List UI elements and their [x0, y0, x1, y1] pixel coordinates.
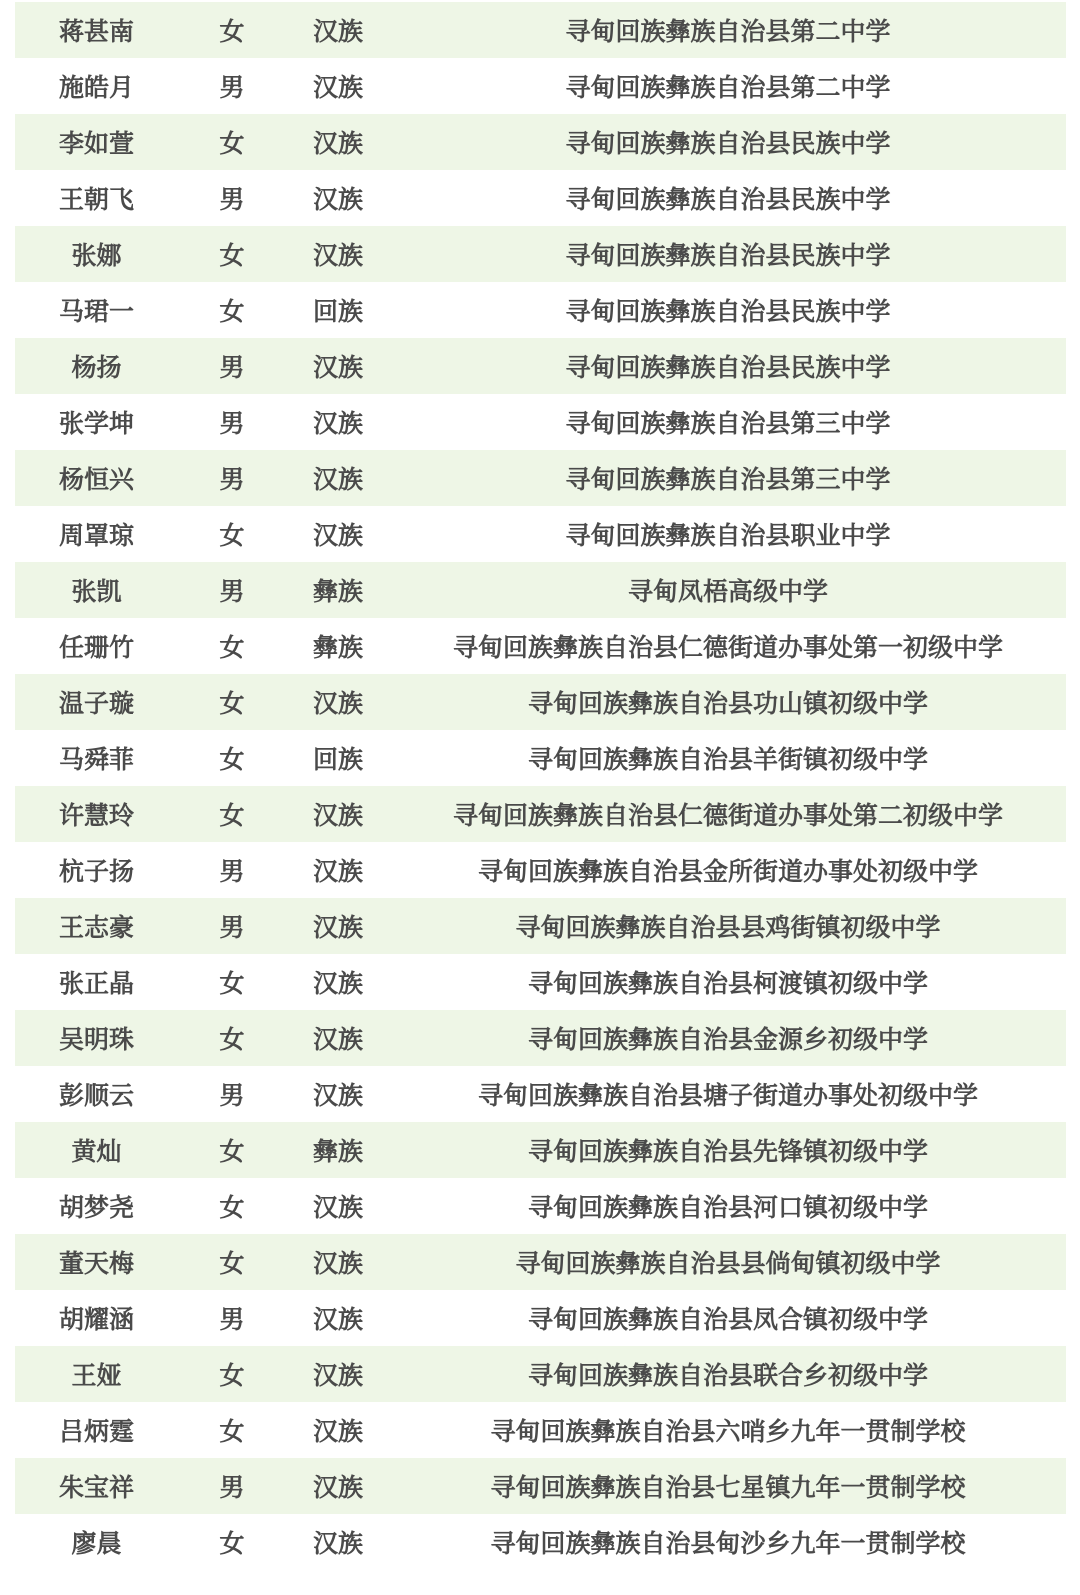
student-name: 周罩琼 [58, 521, 134, 550]
student-gender: 男 [219, 353, 245, 382]
student-ethnicity: 彝族 [312, 633, 363, 662]
student-name: 廖晨 [71, 1529, 122, 1558]
table-row [15, 114, 1066, 170]
student-ethnicity: 汉族 [312, 1529, 363, 1558]
student-school: 寻甸回族彝族自治县河口镇初级中学 [527, 1193, 928, 1222]
student-school: 寻甸回族彝族自治县民族中学 [565, 241, 891, 270]
student-gender: 男 [219, 73, 245, 102]
student-gender: 女 [219, 17, 245, 46]
student-gender: 女 [219, 1193, 245, 1222]
table-row [15, 450, 1066, 506]
student-ethnicity: 汉族 [312, 521, 363, 550]
table-row [15, 1010, 1066, 1066]
student-school: 寻甸回族彝族自治县柯渡镇初级中学 [527, 969, 928, 998]
table-row [15, 338, 1066, 394]
table-row [15, 394, 1066, 450]
student-name: 张学坤 [58, 409, 134, 438]
student-gender: 女 [219, 745, 245, 774]
student-school: 寻甸回族彝族自治县民族中学 [565, 185, 891, 214]
student-name: 胡耀涵 [58, 1305, 134, 1334]
student-name: 黄灿 [71, 1137, 122, 1166]
table-row [15, 842, 1066, 898]
student-ethnicity: 汉族 [312, 689, 363, 718]
student-gender: 男 [219, 857, 245, 886]
student-ethnicity: 汉族 [312, 185, 363, 214]
student-name: 蒋甚南 [58, 17, 134, 46]
student-ethnicity: 汉族 [312, 969, 363, 998]
student-school: 寻甸回族彝族自治县民族中学 [565, 297, 891, 326]
student-gender: 女 [219, 521, 245, 550]
table-row [15, 58, 1066, 114]
student-school: 寻甸回族彝族自治县仁德街道办事处第二初级中学 [452, 801, 1003, 830]
table-row [15, 2, 1066, 58]
table-row [15, 1458, 1066, 1514]
student-gender: 男 [219, 409, 245, 438]
table-row [15, 1402, 1066, 1458]
student-name: 许慧玲 [58, 801, 134, 830]
student-gender: 女 [219, 1249, 245, 1278]
student-name: 张娜 [71, 241, 122, 270]
student-name: 杨扬 [71, 353, 122, 382]
student-ethnicity: 汉族 [312, 1417, 363, 1446]
student-gender: 男 [219, 577, 245, 606]
student-name: 杨恒兴 [58, 465, 134, 494]
table-row [15, 674, 1066, 730]
student-name: 马珺一 [58, 297, 134, 326]
student-gender: 女 [219, 297, 245, 326]
table-row [15, 1346, 1066, 1402]
student-name: 李如萱 [58, 129, 134, 158]
student-ethnicity: 汉族 [312, 1305, 363, 1334]
student-ethnicity: 汉族 [312, 1193, 363, 1222]
student-school: 寻甸回族彝族自治县第三中学 [565, 409, 891, 438]
student-ethnicity: 汉族 [312, 857, 363, 886]
student-school: 寻甸回族彝族自治县金源乡初级中学 [527, 1025, 928, 1054]
student-gender: 男 [219, 465, 245, 494]
student-school: 寻甸回族彝族自治县第二中学 [565, 17, 891, 46]
student-gender: 男 [219, 1081, 245, 1110]
student-gender: 女 [219, 633, 245, 662]
table-row [15, 1234, 1066, 1290]
student-gender: 男 [219, 1305, 245, 1334]
student-name: 马舜菲 [58, 745, 134, 774]
student-name: 王娅 [71, 1361, 122, 1390]
student-name: 温子璇 [58, 689, 134, 718]
table-row [15, 954, 1066, 1010]
student-ethnicity: 汉族 [312, 465, 363, 494]
student-school: 寻甸回族彝族自治县第二中学 [565, 73, 891, 102]
student-name: 杭子扬 [58, 857, 134, 886]
student-gender: 女 [219, 689, 245, 718]
student-school: 寻甸回族彝族自治县县鸡街镇初级中学 [515, 913, 941, 942]
student-name: 王朝飞 [58, 185, 134, 214]
table-row [15, 786, 1066, 842]
student-gender: 男 [219, 185, 245, 214]
student-name: 王志豪 [58, 913, 134, 942]
student-gender: 女 [219, 1417, 245, 1446]
student-name: 董天梅 [58, 1249, 134, 1278]
table-row [15, 1290, 1066, 1346]
table-row [15, 730, 1066, 786]
student-school: 寻甸回族彝族自治县先锋镇初级中学 [527, 1137, 928, 1166]
student-gender: 女 [219, 1361, 245, 1390]
table-row [15, 1178, 1066, 1234]
student-school: 寻甸回族彝族自治县县倘甸镇初级中学 [515, 1249, 941, 1278]
student-gender: 女 [219, 969, 245, 998]
student-gender: 女 [219, 801, 245, 830]
student-ethnicity: 汉族 [312, 801, 363, 830]
table-row [15, 898, 1066, 954]
student-ethnicity: 汉族 [312, 353, 363, 382]
student-school: 寻甸回族彝族自治县金所街道办事处初级中学 [477, 857, 978, 886]
student-ethnicity: 回族 [312, 297, 363, 326]
table-row [15, 1514, 1066, 1570]
student-gender: 女 [219, 241, 245, 270]
student-ethnicity: 汉族 [312, 1081, 363, 1110]
table-row [15, 226, 1066, 282]
student-school: 寻甸回族彝族自治县第三中学 [565, 465, 891, 494]
student-gender: 男 [219, 1473, 245, 1502]
student-ethnicity: 汉族 [312, 409, 363, 438]
student-ethnicity: 汉族 [312, 129, 363, 158]
student-school: 寻甸回族彝族自治县凤合镇初级中学 [527, 1305, 928, 1334]
student-name: 朱宝祥 [58, 1473, 134, 1502]
student-name: 任珊竹 [58, 633, 134, 662]
table-row [15, 1122, 1066, 1178]
student-school: 寻甸回族彝族自治县仁德街道办事处第一初级中学 [452, 633, 1003, 662]
student-ethnicity: 汉族 [312, 17, 363, 46]
student-ethnicity: 汉族 [312, 913, 363, 942]
student-name: 吕炳霆 [58, 1417, 134, 1446]
student-school: 寻甸回族彝族自治县职业中学 [565, 521, 891, 550]
student-school: 寻甸回族彝族自治县甸沙乡九年一贯制学校 [490, 1529, 966, 1558]
student-ethnicity: 汉族 [312, 241, 363, 270]
student-ethnicity: 汉族 [312, 1361, 363, 1390]
table-row [15, 170, 1066, 226]
table-row [15, 562, 1066, 618]
student-gender: 女 [219, 1529, 245, 1558]
student-ethnicity: 汉族 [312, 1249, 363, 1278]
student-school: 寻甸回族彝族自治县七星镇九年一贯制学校 [490, 1473, 966, 1502]
student-school: 寻甸回族彝族自治县羊街镇初级中学 [527, 745, 928, 774]
student-gender: 女 [219, 1025, 245, 1054]
student-ethnicity: 彝族 [312, 1137, 363, 1166]
student-ethnicity: 彝族 [312, 577, 363, 606]
student-name: 张正晶 [58, 969, 134, 998]
student-ethnicity: 汉族 [312, 73, 363, 102]
student-gender: 女 [219, 1137, 245, 1166]
student-school: 寻甸凤梧高级中学 [627, 577, 828, 606]
student-school: 寻甸回族彝族自治县联合乡初级中学 [527, 1361, 928, 1390]
student-school: 寻甸回族彝族自治县民族中学 [565, 353, 891, 382]
student-name: 彭顺云 [58, 1081, 134, 1110]
student-school: 寻甸回族彝族自治县民族中学 [565, 129, 891, 158]
table-row [15, 506, 1066, 562]
student-ethnicity: 回族 [312, 745, 363, 774]
student-gender: 女 [219, 129, 245, 158]
student-ethnicity: 汉族 [312, 1025, 363, 1054]
student-gender: 男 [219, 913, 245, 942]
student-name: 吴明珠 [58, 1025, 134, 1054]
student-school: 寻甸回族彝族自治县功山镇初级中学 [527, 689, 928, 718]
table-row [15, 618, 1066, 674]
student-name: 施皓月 [58, 73, 134, 102]
table-row [15, 1066, 1066, 1122]
student-school: 寻甸回族彝族自治县六哨乡九年一贯制学校 [490, 1417, 966, 1446]
table-row [15, 282, 1066, 338]
student-school: 寻甸回族彝族自治县塘子街道办事处初级中学 [477, 1081, 978, 1110]
student-table [15, 2, 1066, 1570]
student-name: 张凯 [71, 577, 122, 606]
student-name: 胡梦尧 [58, 1193, 134, 1222]
student-ethnicity: 汉族 [312, 1473, 363, 1502]
